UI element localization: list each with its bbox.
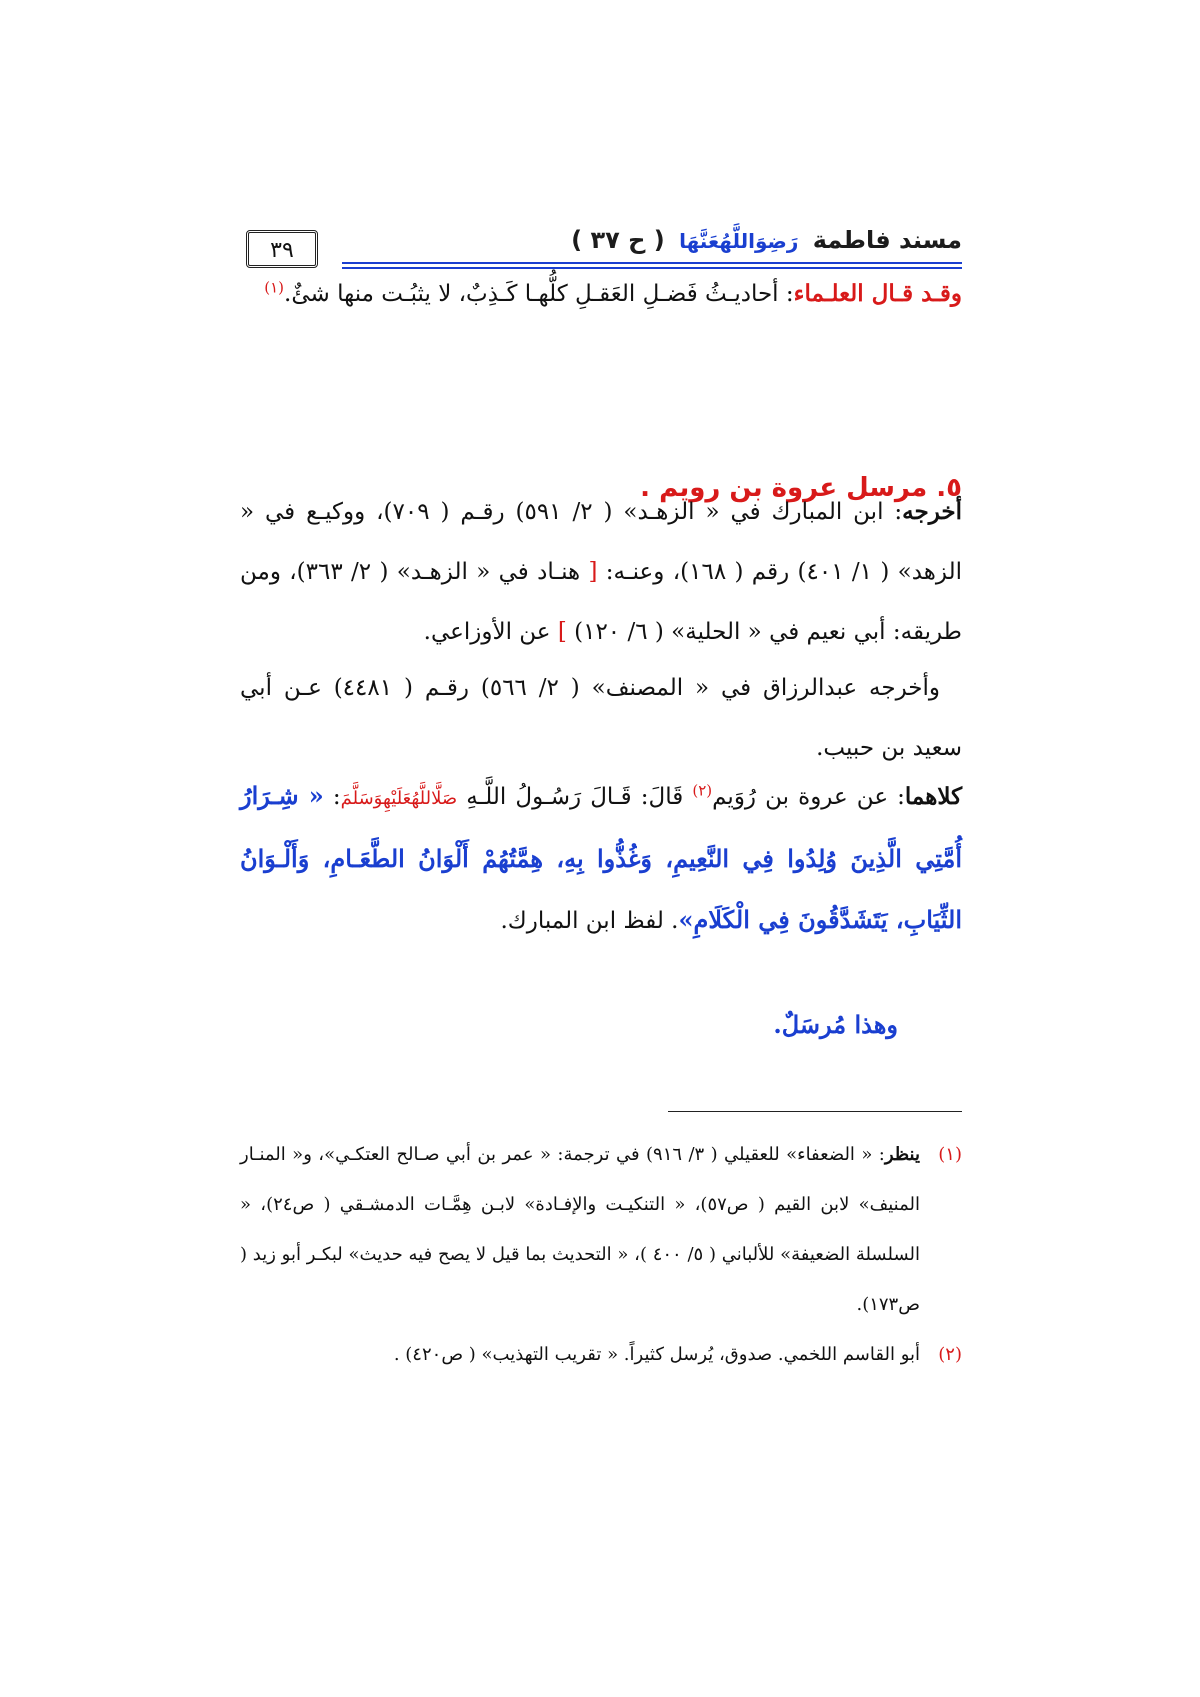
second-takhrij-paragraph bbox=[240, 658, 962, 778]
takhrij-text-3: عن الأوزاعي. bbox=[423, 619, 558, 645]
footnote-2-body: أبو القاسم اللخمي. صدوق، يُرسل كثيراً. « تقريب التهذيب» ( ص٤٢٠) . bbox=[393, 1344, 920, 1365]
header-title-main: مسند فاطمة bbox=[812, 226, 962, 254]
bracket-open: [ bbox=[588, 559, 598, 585]
footnote-2-number: (٢) bbox=[938, 1344, 962, 1365]
footnote-1-body: : « الضعفاء» للعقيلي ( ٣/ ٩١٦) في ترجمة: « عمر بن أبي صـالح العتكـي»، و« المنـار المنيف» لابن القيم ( ص٥٧)، « التنكيـت والإفـادة» لابـن هِمَّـات الدمشـقي ( ص٢٤)، « السلسلة الضعيفة» للألباني ( ٥/ ٤٠٠ )، « التحديث بما قيل لا يصح فيه حديث» لبكـر أبو زيد ( ص١٧٣). bbox=[240, 1144, 920, 1315]
hadith-text-2: قَالَ: قَـالَ رَسُـولُ اللَّـهِ bbox=[457, 784, 693, 810]
closing-statement: وهذا مُرسَلٌ. bbox=[773, 1010, 898, 1039]
footnote-2-text bbox=[240, 1330, 920, 1380]
footnote-separator bbox=[668, 1111, 962, 1112]
takhrij-paragraph bbox=[240, 482, 962, 662]
hadith-attribution: . لفظ ابن المبارك. bbox=[500, 908, 679, 934]
intro-paragraph bbox=[240, 264, 962, 324]
hadith-colon: : bbox=[332, 784, 341, 810]
footnote-ref-1: (١) bbox=[264, 278, 285, 297]
intro-lead: وقـد قـال العلـماء bbox=[793, 280, 962, 307]
footnotes bbox=[240, 1130, 962, 1380]
footnote-1-number: (١) bbox=[938, 1144, 962, 1165]
footnote-1 bbox=[240, 1130, 962, 1330]
second-takhrij-text: وأخرجه عبدالرزاق في « المصنف» ( ٢/ ٥٦٦) رقـم ( ٤٤٨١) عـن أبي سعيد بن حبيب. bbox=[240, 675, 962, 761]
intro-text: : أحاديـثُ فَضـلِ العَقـلِ كلُّهـا كَـذِبٌ، لا يثبُـت منها شئٌ. bbox=[284, 281, 794, 307]
footnote-2 bbox=[240, 1330, 962, 1380]
running-header-title bbox=[562, 224, 962, 257]
footnote-ref-2: (٢) bbox=[692, 781, 713, 800]
hadith-text-1: : عن عروة بن رُوَيم bbox=[712, 784, 905, 810]
hadith-paragraph bbox=[240, 766, 962, 951]
takhrij-lead: أخرجه bbox=[902, 498, 963, 525]
takhrij-text-2: هنـاد في « الزهـد» ( ٢/ ٣٦٣)، ومن طريقه: أبي نعيم في « الحلية» ( ٦/ ١٢٠) bbox=[240, 559, 962, 645]
bracket-close: ] bbox=[557, 619, 567, 645]
header-honorific: رَضِوَاللَّهُعَنَّهَا bbox=[679, 229, 799, 253]
takhrij-text-1: : ابن المبارك في « الزهـد» ( ٢/ ٥٩١) رقـم ( ٧٠٩)، ووكيـع في « الزهد» ( ١/ ٤٠١) رقم ( ١٦٨)، وعنـه: bbox=[240, 499, 962, 585]
header-hadith-ref: ( ح ٣٧ ) bbox=[571, 226, 665, 254]
footnote-1-text bbox=[240, 1130, 920, 1330]
footnote-1-lead: ينظر bbox=[884, 1144, 920, 1165]
section-heading: ٥. مرسل عروة بن رويم . bbox=[640, 473, 962, 503]
page-number: ٣٩ bbox=[246, 230, 318, 268]
prophet-honorific: صَلَّاللَّهُعَلَيْهِوَسَلَّمَ bbox=[340, 788, 458, 809]
hadith-lead: كلاهما bbox=[904, 783, 963, 810]
hadith-text: « شِـرَارُ أُمَّتِي الَّذِينَ وُلِدُوا فِي النَّعِيمِ، وَغُذُّوا بِهِ، هِمَّتُهُمْ أَلْوَانُ الطَّعَـامِ، وَأَلْـوَانُ الثِّيَابِ، يَتَشَدَّقُونَ فِي الْكَلَامِ» bbox=[240, 781, 962, 934]
